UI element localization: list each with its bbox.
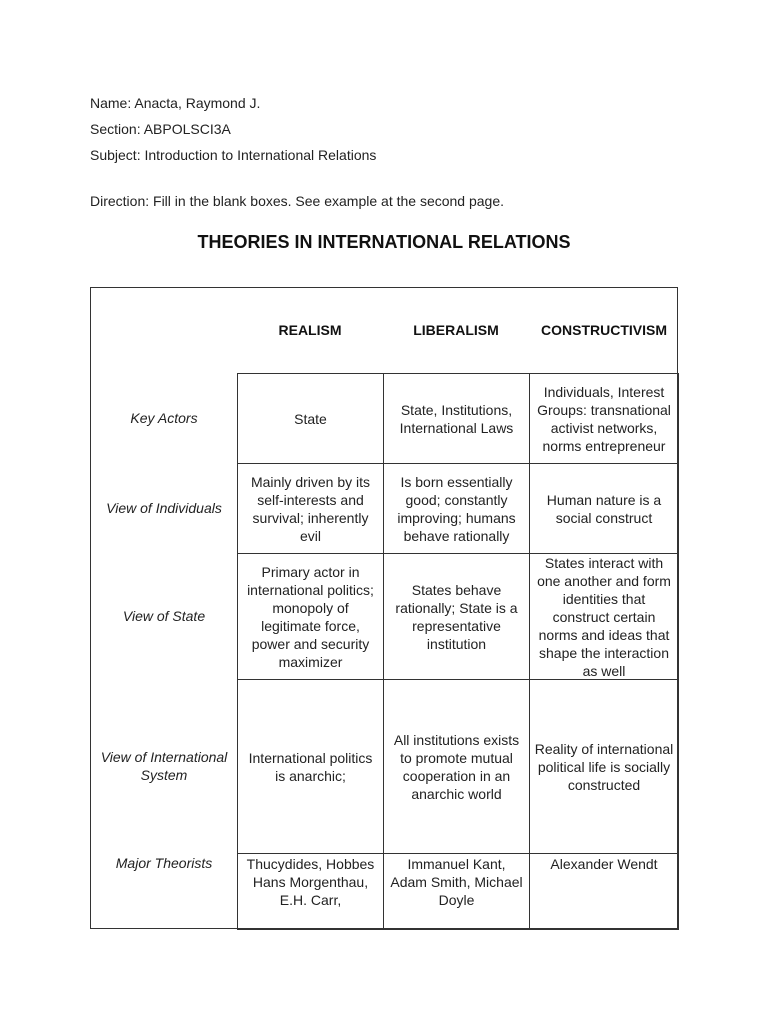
cell-key-actors-realism: State (237, 373, 384, 464)
cell-state-constructivism: States interact with one another and form identities that construct certain norms and ideas that shape the interaction as well (529, 553, 679, 680)
cell-individuals-realism: Mainly driven by its self-interests and survival; inherently evil (237, 463, 384, 554)
cell-individuals-liberalism: Is born essentially good; constantly improving; humans behave rationally (383, 463, 530, 554)
cell-individuals-constructivism: Human nature is a social construct (529, 463, 679, 554)
subject-line: Subject: Introduction to International Relations (90, 147, 377, 163)
cell-key-actors-constructivism: Individuals, Interest Groups: transnational activist networks, norms entrepreneur (529, 373, 679, 464)
row-label-major-theorists: Major Theorists (115, 855, 213, 871)
theories-table (90, 287, 678, 929)
cell-system-realism: International politics is anarchic; (237, 679, 384, 854)
column-header-liberalism: LIBERALISM (413, 322, 499, 338)
row-label-view-of-state: View of State (122, 608, 206, 624)
column-header-realism: REALISM (278, 322, 342, 338)
student-name: Name: Anacta, Raymond J. (90, 95, 261, 111)
cell-theorists-constructivism: Alexander Wendt (529, 853, 679, 930)
cell-theorists-realism: Thucydides, Hobbes Hans Morgenthau, E.H. Carr, (237, 853, 384, 930)
cell-theorists-liberalism: Immanuel Kant, Adam Smith, Michael Doyle (383, 853, 530, 930)
cell-system-constructivism: Reality of international political life is socially constructed (529, 679, 679, 854)
cell-system-liberalism: All institutions exists to promote mutual cooperation in an anarchic world (383, 679, 530, 854)
page-title: THEORIES IN INTERNATIONAL RELATIONS (197, 232, 571, 252)
cell-state-realism: Primary actor in international politics; monopoly of legitimate force, power and security maximizer (237, 553, 384, 680)
row-label-view-of-individuals: View of Individuals (106, 500, 222, 516)
cell-state-liberalism: States behave rationally; State is a representative institution (383, 553, 530, 680)
column-header-constructivism: CONSTRUCTIVISM (541, 322, 667, 338)
row-label-view-of-international-system: View of International System (100, 749, 228, 783)
row-label-key-actors: Key Actors (130, 410, 198, 426)
direction-line: Direction: Fill in the blank boxes. See example at the second page. (90, 193, 505, 209)
cell-key-actors-liberalism: State, Institutions, International Laws (383, 373, 530, 464)
student-section: Section: ABPOLSCI3A (90, 121, 231, 137)
